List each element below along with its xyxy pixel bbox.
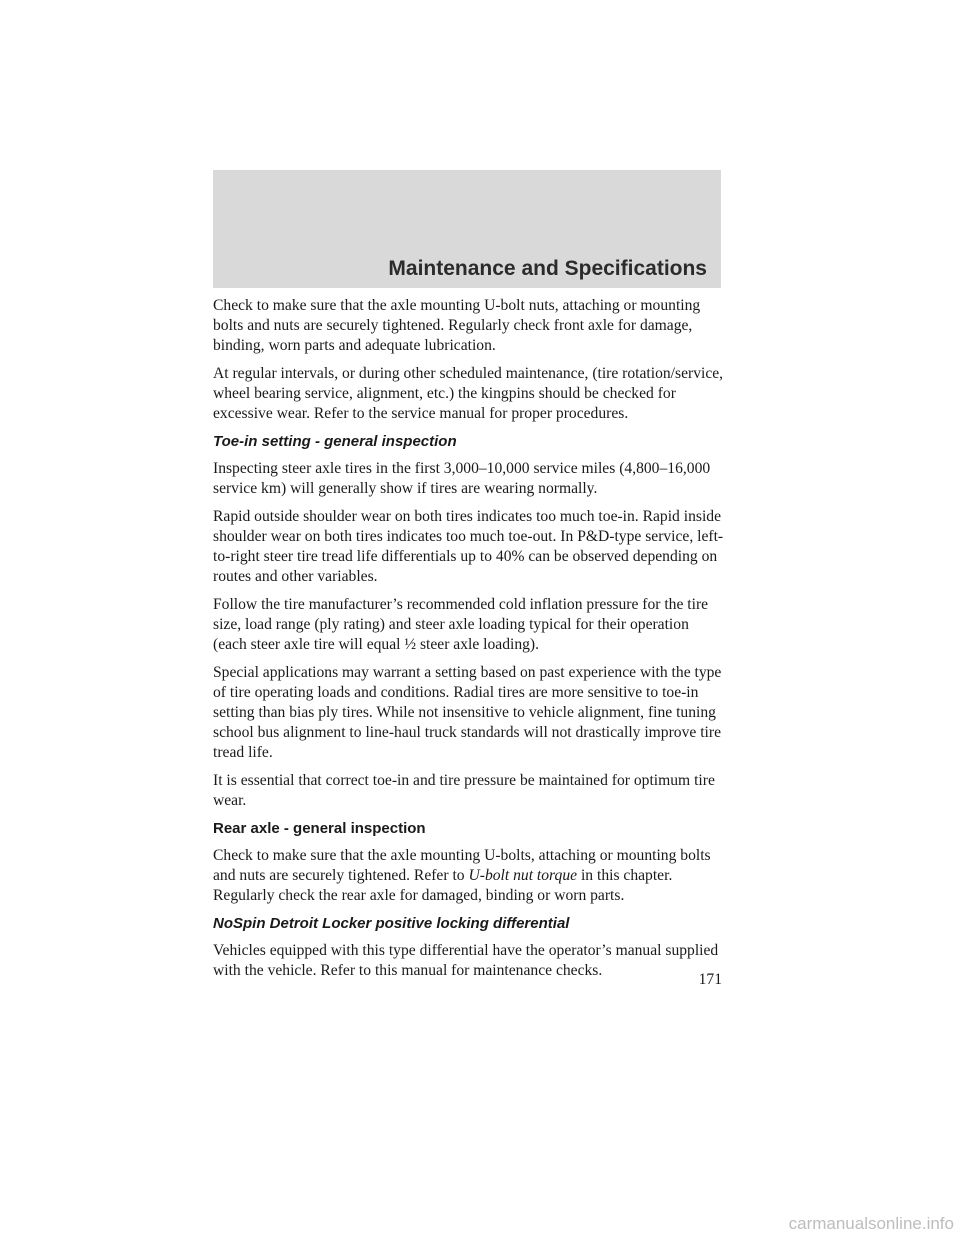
paragraph-kingpin-check: At regular intervals, or during other scheduled maintenance, (tire rotation/service, wheel bearing service, alignment, etc.) the kingpins should be checked for excessive wear. Refer to the service manual for proper procedures.	[213, 365, 724, 422]
paragraph-steer-tire-inspection: Inspecting steer axle tires in the first 3,000–10,000 service miles (4,800–16,000 service km) will generally show if tires are wearing normally.	[213, 460, 711, 497]
paragraph-inflation-pressure: Follow the tire manufacturer’s recommended cold inflation pressure for the tire size, load range (ply rating) and steer axle loading typical for their operation (each steer axle tire will equal ½ steer axle loading).	[213, 596, 709, 653]
page-number: 171	[698, 971, 722, 988]
page-body	[213, 296, 725, 989]
paragraph-toe-in-essential: It is essential that correct toe-in and tire pressure be maintained for optimum tire wear.	[213, 772, 715, 809]
paragraph-front-axle-check: Check to make sure that the axle mounting U-bolt nuts, attaching or mounting bolts and nuts are securely tightened. Regularly check front axle for damage, binding, worn parts and adequate lubrication.	[213, 297, 701, 354]
paragraph-rear-axle-check	[213, 846, 725, 906]
paragraph-special-applications: Special applications may warrant a setting based on past experience with the type of tire operating loads and conditions. Radial tires are more sensitive to toe-in setting than bias ply tires. While not insensitive to vehicle alignment, fine tuning school bus alignment to line-haul truck standards will not drastically improve tire tread life.	[213, 664, 722, 761]
heading-toe-in-inspection: Toe-in setting - general inspection	[213, 433, 457, 450]
section-title: Maintenance and Specifications	[388, 257, 707, 280]
paragraph-nospin-manual: Vehicles equipped with this type differential have the operator’s manual supplied with the vehicle. Refer to this manual for maintenance checks.	[213, 942, 719, 979]
ubolt-torque-reference: U-bolt nut torque	[468, 867, 578, 884]
watermark: carmanualsonline.info	[788, 1214, 954, 1233]
rear-axle-text-start: Check to make sure that the axle mounting U-bolts, attaching or mounting bolts and nuts are securely tightened. Refer to	[213, 847, 711, 884]
rear-axle-text-end: in this chapter. Regularly check the rear axle for damaged, binding or worn parts.	[213, 867, 673, 904]
heading-nospin-differential: NoSpin Detroit Locker positive locking differential	[213, 915, 570, 932]
paragraph-shoulder-wear: Rapid outside shoulder wear on both tires indicates too much toe-in. Rapid inside shoulder wear on both tires indicates too much toe-out. In P&D-type service, left-to-right steer tire tread life differentials up to 40% can be observed depending on routes and other variables.	[213, 508, 724, 585]
heading-rear-axle-inspection: Rear axle - general inspection	[213, 820, 426, 837]
